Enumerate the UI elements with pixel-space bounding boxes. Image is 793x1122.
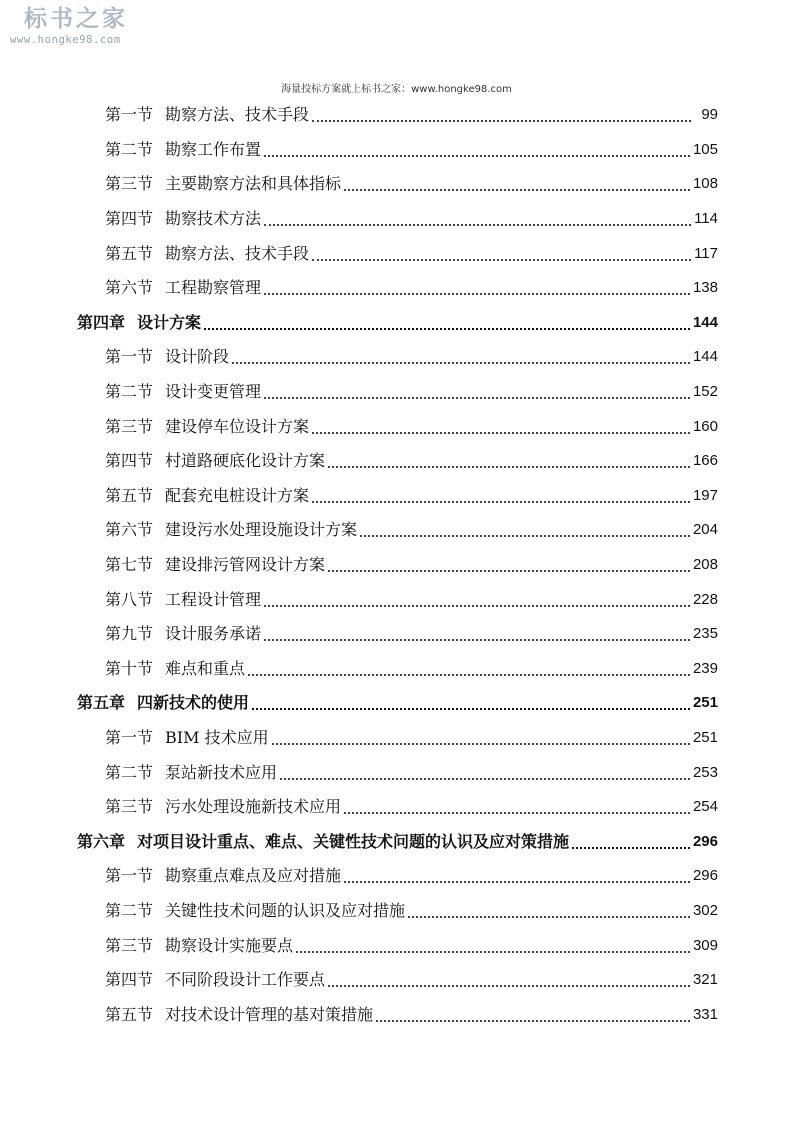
toc-entry-page-number: 138 <box>692 279 718 297</box>
toc-dot-leader <box>248 674 690 676</box>
toc-entry-page-number: 296 <box>692 867 718 885</box>
toc-section-entry[interactable] <box>0 409 718 444</box>
toc-entry-title: 配套充电桩设计方案 <box>165 485 310 505</box>
toc-section-entry[interactable] <box>0 859 718 894</box>
toc-dot-leader <box>328 466 690 468</box>
toc-entry-page-number: 296 <box>692 832 718 850</box>
toc-entry-number: 第六节 <box>105 278 154 298</box>
toc-entry-number: 第四节 <box>105 451 154 471</box>
toc-dot-leader <box>232 362 690 364</box>
toc-entry-number: 第一节 <box>105 727 154 747</box>
toc-entry-page-number: 321 <box>692 971 718 989</box>
toc-entry-page-number: 152 <box>692 383 718 401</box>
toc-dot-leader <box>344 812 690 814</box>
toc-entry-page-number: 114 <box>694 210 718 228</box>
toc-entry-number: 第一节 <box>105 105 154 125</box>
toc-section-entry[interactable] <box>0 997 718 1032</box>
toc-dot-leader <box>344 189 690 191</box>
toc-entry-title: 勘察方法、技术手段 <box>165 243 310 263</box>
toc-entry-title: 关键性技术问题的认识及应对措施 <box>165 900 406 920</box>
toc-entry-page-number: 105 <box>692 140 718 158</box>
toc-entry-page-number: 302 <box>692 901 718 919</box>
toc-dot-leader <box>264 397 690 399</box>
toc-dot-leader <box>280 778 690 780</box>
toc-section-entry[interactable] <box>0 652 718 687</box>
toc-entry-title: 主要勘察方法和具体指标 <box>165 174 342 194</box>
toc-chapter-entry[interactable] <box>0 306 718 341</box>
toc-section-entry[interactable] <box>0 375 718 410</box>
toc-entry-title: 设计阶段 <box>165 347 230 367</box>
toc-section-entry[interactable] <box>0 236 718 271</box>
toc-dot-leader <box>360 535 690 537</box>
toc-entry-page-number: 144 <box>692 313 718 331</box>
toc-entry-title: 不同阶段设计工作要点 <box>165 970 326 990</box>
toc-dot-leader <box>572 847 690 849</box>
toc-dot-leader <box>328 985 690 987</box>
toc-entry-title: 设计方案 <box>137 312 202 332</box>
toc-entry-title: 对项目设计重点、难点、关键性技术问题的认识及应对策措施 <box>137 831 570 851</box>
toc-dot-leader <box>272 743 690 745</box>
toc-entry-number: 第一节 <box>105 347 154 367</box>
toc-section-entry[interactable] <box>0 98 718 133</box>
toc-entry-page-number: 208 <box>692 556 718 574</box>
toc-entry-page-number: 160 <box>692 417 718 435</box>
toc-dot-leader <box>328 570 690 572</box>
toc-entry-title: 污水处理设施新技术应用 <box>165 797 342 817</box>
toc-section-entry[interactable] <box>0 444 718 479</box>
toc-section-entry[interactable] <box>0 340 718 375</box>
toc-entry-title: 建设停车位设计方案 <box>165 416 310 436</box>
toc-entry-number: 第四节 <box>105 209 154 229</box>
toc-dot-leader <box>264 224 691 226</box>
toc-dot-leader <box>312 259 691 261</box>
toc-entry-number: 第五节 <box>105 485 154 505</box>
toc-entry-page-number: 144 <box>692 348 718 366</box>
toc-entry-title: 难点和重点 <box>165 658 246 678</box>
toc-chapter-entry[interactable] <box>0 686 718 721</box>
toc-dot-leader <box>264 155 690 157</box>
toc-entry-page-number: 235 <box>692 625 718 643</box>
watermark-logo <box>10 4 170 46</box>
toc-entry-number: 第八节 <box>105 589 154 609</box>
toc-entry-page-number: 204 <box>692 521 718 539</box>
toc-dot-leader <box>312 432 690 434</box>
toc-entry-title: 勘察工作布置 <box>165 139 262 159</box>
toc-section-entry[interactable] <box>0 894 718 929</box>
toc-section-entry[interactable] <box>0 582 718 617</box>
toc-section-entry[interactable] <box>0 721 718 756</box>
toc-entry-title: 工程勘察管理 <box>165 278 262 298</box>
toc-entry-number: 第三节 <box>105 416 154 436</box>
toc-section-entry[interactable] <box>0 755 718 790</box>
toc-entry-title: 勘察设计实施要点 <box>165 935 294 955</box>
toc-dot-leader <box>344 881 690 883</box>
toc-dot-leader <box>204 328 690 330</box>
toc-entry-number: 第六节 <box>105 520 154 540</box>
toc-section-entry[interactable] <box>0 790 718 825</box>
toc-entry-title: 建设污水处理设施设计方案 <box>165 520 358 540</box>
toc-entry-title: 勘察重点难点及应对措施 <box>165 866 342 886</box>
toc-dot-leader <box>408 916 690 918</box>
toc-entry-number: 第五节 <box>105 1004 154 1024</box>
toc-entry-number: 第二节 <box>105 762 154 782</box>
toc-section-entry[interactable] <box>0 202 718 237</box>
toc-dot-leader <box>264 605 690 607</box>
toc-entry-number: 第一节 <box>105 866 154 886</box>
toc-entry-title: BIM 技术应用 <box>165 727 269 747</box>
toc-dot-leader <box>296 951 690 953</box>
toc-entry-title: 对技术设计管理的基对策措施 <box>165 1004 374 1024</box>
toc-entry-number: 第七节 <box>105 555 154 575</box>
toc-entry-page-number: 331 <box>692 1005 718 1023</box>
toc-section-entry[interactable] <box>0 167 718 202</box>
toc-dot-leader <box>312 501 690 503</box>
toc-entry-page-number: 166 <box>692 452 718 470</box>
toc-entry-title: 设计服务承诺 <box>165 624 262 644</box>
toc-entry-number: 第四节 <box>105 970 154 990</box>
toc-entry-number: 第三节 <box>105 797 154 817</box>
toc-entry-page-number: 309 <box>692 936 718 954</box>
toc-entry-page-number: 197 <box>692 486 718 504</box>
toc-entry-page-number: 117 <box>694 244 718 262</box>
toc-entry-number: 第九节 <box>105 624 154 644</box>
toc-entry-title: 设计变更管理 <box>165 382 262 402</box>
toc-section-entry[interactable] <box>0 133 718 168</box>
toc-entry-page-number: 239 <box>692 659 718 677</box>
toc-dot-leader <box>376 1020 690 1022</box>
toc-entry-number: 第六章 <box>77 831 126 851</box>
toc-entry-number: 第二节 <box>105 382 154 402</box>
toc-entry-page-number: 108 <box>692 175 718 193</box>
toc-entry-title: 建设排污管网设计方案 <box>165 555 326 575</box>
toc-entry-number: 第三节 <box>105 935 154 955</box>
toc-section-entry[interactable] <box>0 617 718 652</box>
toc-entry-number: 第二节 <box>105 900 154 920</box>
page-header-note: 海量投标方案就上标书之家：www.hongke98.com <box>281 84 512 95</box>
toc-section-entry[interactable] <box>0 963 718 998</box>
table-of-contents <box>0 98 793 1032</box>
toc-section-entry[interactable] <box>0 513 718 548</box>
toc-chapter-entry[interactable] <box>0 824 718 859</box>
toc-entry-page-number: 228 <box>692 590 718 608</box>
toc-section-entry[interactable] <box>0 479 718 514</box>
toc-entry-title: 勘察方法、技术手段 <box>165 105 310 125</box>
toc-entry-number: 第十节 <box>105 658 154 678</box>
toc-entry-page-number: 251 <box>692 694 718 712</box>
toc-dot-leader <box>252 708 690 710</box>
toc-entry-title: 村道路硬底化设计方案 <box>165 451 326 471</box>
watermark-url: www.hongke98.com <box>10 34 121 46</box>
toc-entry-number: 第三节 <box>105 174 154 194</box>
toc-entry-title: 勘察技术方法 <box>165 209 262 229</box>
toc-entry-title: 泵站新技术应用 <box>165 762 278 782</box>
toc-entry-title: 四新技术的使用 <box>137 693 250 713</box>
toc-entry-title: 工程设计管理 <box>165 589 262 609</box>
toc-entry-page-number: 99 <box>701 106 718 124</box>
toc-dot-leader <box>264 639 690 641</box>
toc-section-entry[interactable] <box>0 271 718 306</box>
toc-entry-page-number: 254 <box>692 798 718 816</box>
toc-section-entry[interactable] <box>0 548 718 583</box>
toc-entry-page-number: 253 <box>692 763 718 781</box>
toc-dot-leader <box>312 120 691 122</box>
toc-entry-number: 第五节 <box>105 243 154 263</box>
toc-entry-number: 第二节 <box>105 139 154 159</box>
toc-dot-leader <box>264 293 690 295</box>
toc-entry-number: 第五章 <box>77 693 126 713</box>
watermark-title: 标书之家 <box>24 6 128 32</box>
toc-entry-number: 第四章 <box>77 312 126 332</box>
toc-section-entry[interactable] <box>0 928 718 963</box>
toc-entry-page-number: 251 <box>692 728 718 746</box>
